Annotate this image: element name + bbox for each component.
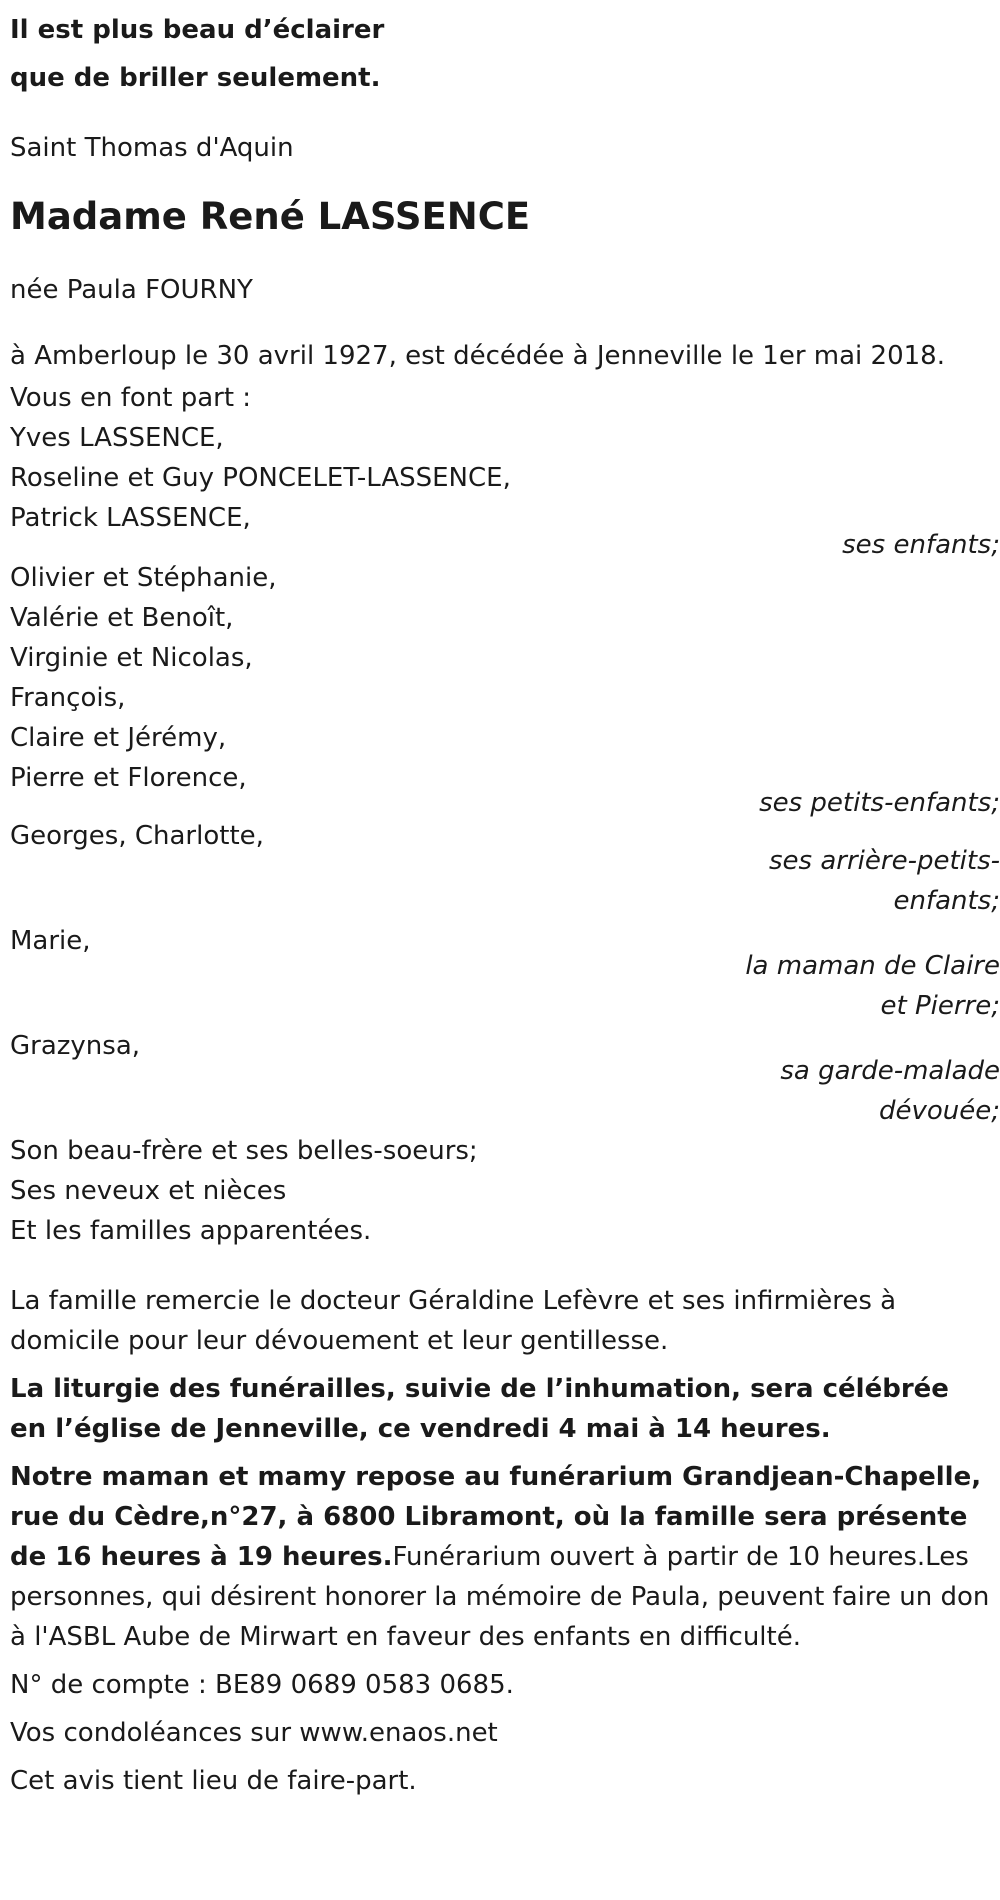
quote-line-2: que de briller seulement. — [10, 63, 381, 93]
relationship-label — [600, 1051, 1000, 1131]
family-member: Olivier et Stéphanie, — [10, 563, 277, 593]
closing-line: Son beau-frère et ses belles-soeurs; — [10, 1136, 478, 1166]
relationship-label — [600, 841, 1000, 921]
family-member: Georges, Charlotte, — [10, 821, 264, 851]
quote-line-1: Il est plus beau d’éclairer — [10, 15, 385, 45]
relationship-line: ses enfants; — [842, 530, 1000, 560]
deceased-name: Madame René LASSENCE — [10, 195, 531, 238]
thanks-paragraph: La famille remercie le docteur Géraldine Lefèvre et ses infirmières à domicile pour leur dévouement et leur gentillesse. — [10, 1286, 897, 1356]
funerarium-paragraph — [10, 1457, 990, 1657]
family-member: Marie, — [10, 926, 91, 956]
family-member: Patrick LASSENCE, — [10, 503, 251, 533]
relationship-label — [600, 946, 1000, 1026]
relationship-line: ses petits-enfants; — [759, 788, 1000, 818]
family-member: Pierre et Florence, — [10, 763, 247, 793]
relationship-line: sa garde-malade — [780, 1056, 1000, 1086]
family-member: Valérie et Benoît, — [10, 603, 234, 633]
relationship-line: la maman de Claire — [745, 951, 1000, 981]
relationship-line: enfants; — [893, 886, 1000, 916]
funerarium-regular-text: Funérarium ouvert à partir de 10 heures.Les personnes, qui désirent honorer la mémoire de Paula, peuvent faire un don à l'ASBL Aube de Mirwart en faveur des enfants en difficulté. — [10, 1542, 990, 1652]
relationship-line: dévouée; — [878, 1096, 1000, 1126]
family-member: Grazynsa, — [10, 1031, 141, 1061]
epigraph-quote — [10, 0, 990, 102]
liturgy-paragraph: La liturgie des funérailles, suivie de l’inhumation, sera célébrée en l’église de Jenneville, ce vendredi 4 mai à 14 heures. — [10, 1374, 949, 1444]
funerarium-bold-text: Notre maman et mamy repose au funérarium Grandjean-Chapelle, rue du Cèdre,n°27, à 6800 Libramont, où la famille sera présente de 16 heures à 19 heures. — [10, 1462, 982, 1572]
family-group-great-grandchildren — [10, 816, 1000, 921]
family-member: Yves LASSENCE, — [10, 423, 224, 453]
family-group-grandchildren — [10, 558, 1000, 823]
family-member: Virginie et Nicolas, — [10, 643, 253, 673]
closing-line: Ses neveux et nièces — [10, 1176, 287, 1206]
family-member: Claire et Jérémy, — [10, 723, 227, 753]
family-member: Roseline et Guy PONCELET-LASSENCE, — [10, 463, 511, 493]
birth-death-line: à Amberloup le 30 avril 1927, est décédée à Jenneville le 1er mai 2018. — [10, 341, 945, 371]
condolences-line: Vos condoléances sur www.enaos.net — [10, 1718, 498, 1748]
relationship-line: et Pierre; — [880, 991, 1000, 1021]
announcement-intro: Vous en font part : — [10, 383, 252, 413]
closing-line: Et les familles apparentées. — [10, 1216, 372, 1246]
extended-family — [10, 1131, 990, 1251]
maiden-name: née Paula FOURNY — [10, 275, 253, 305]
family-group-children — [10, 418, 1000, 565]
relationship-line: ses arrière-petits- — [769, 846, 1000, 876]
family-group-caregiver — [10, 1026, 1000, 1131]
quote-author: Saint Thomas d'Aquin — [10, 133, 294, 163]
family-member: François, — [10, 683, 126, 713]
family-group-marie — [10, 921, 1000, 1026]
notice-line: Cet avis tient lieu de faire-part. — [10, 1766, 417, 1796]
account-number: N° de compte : BE89 0689 0583 0685. — [10, 1670, 514, 1700]
